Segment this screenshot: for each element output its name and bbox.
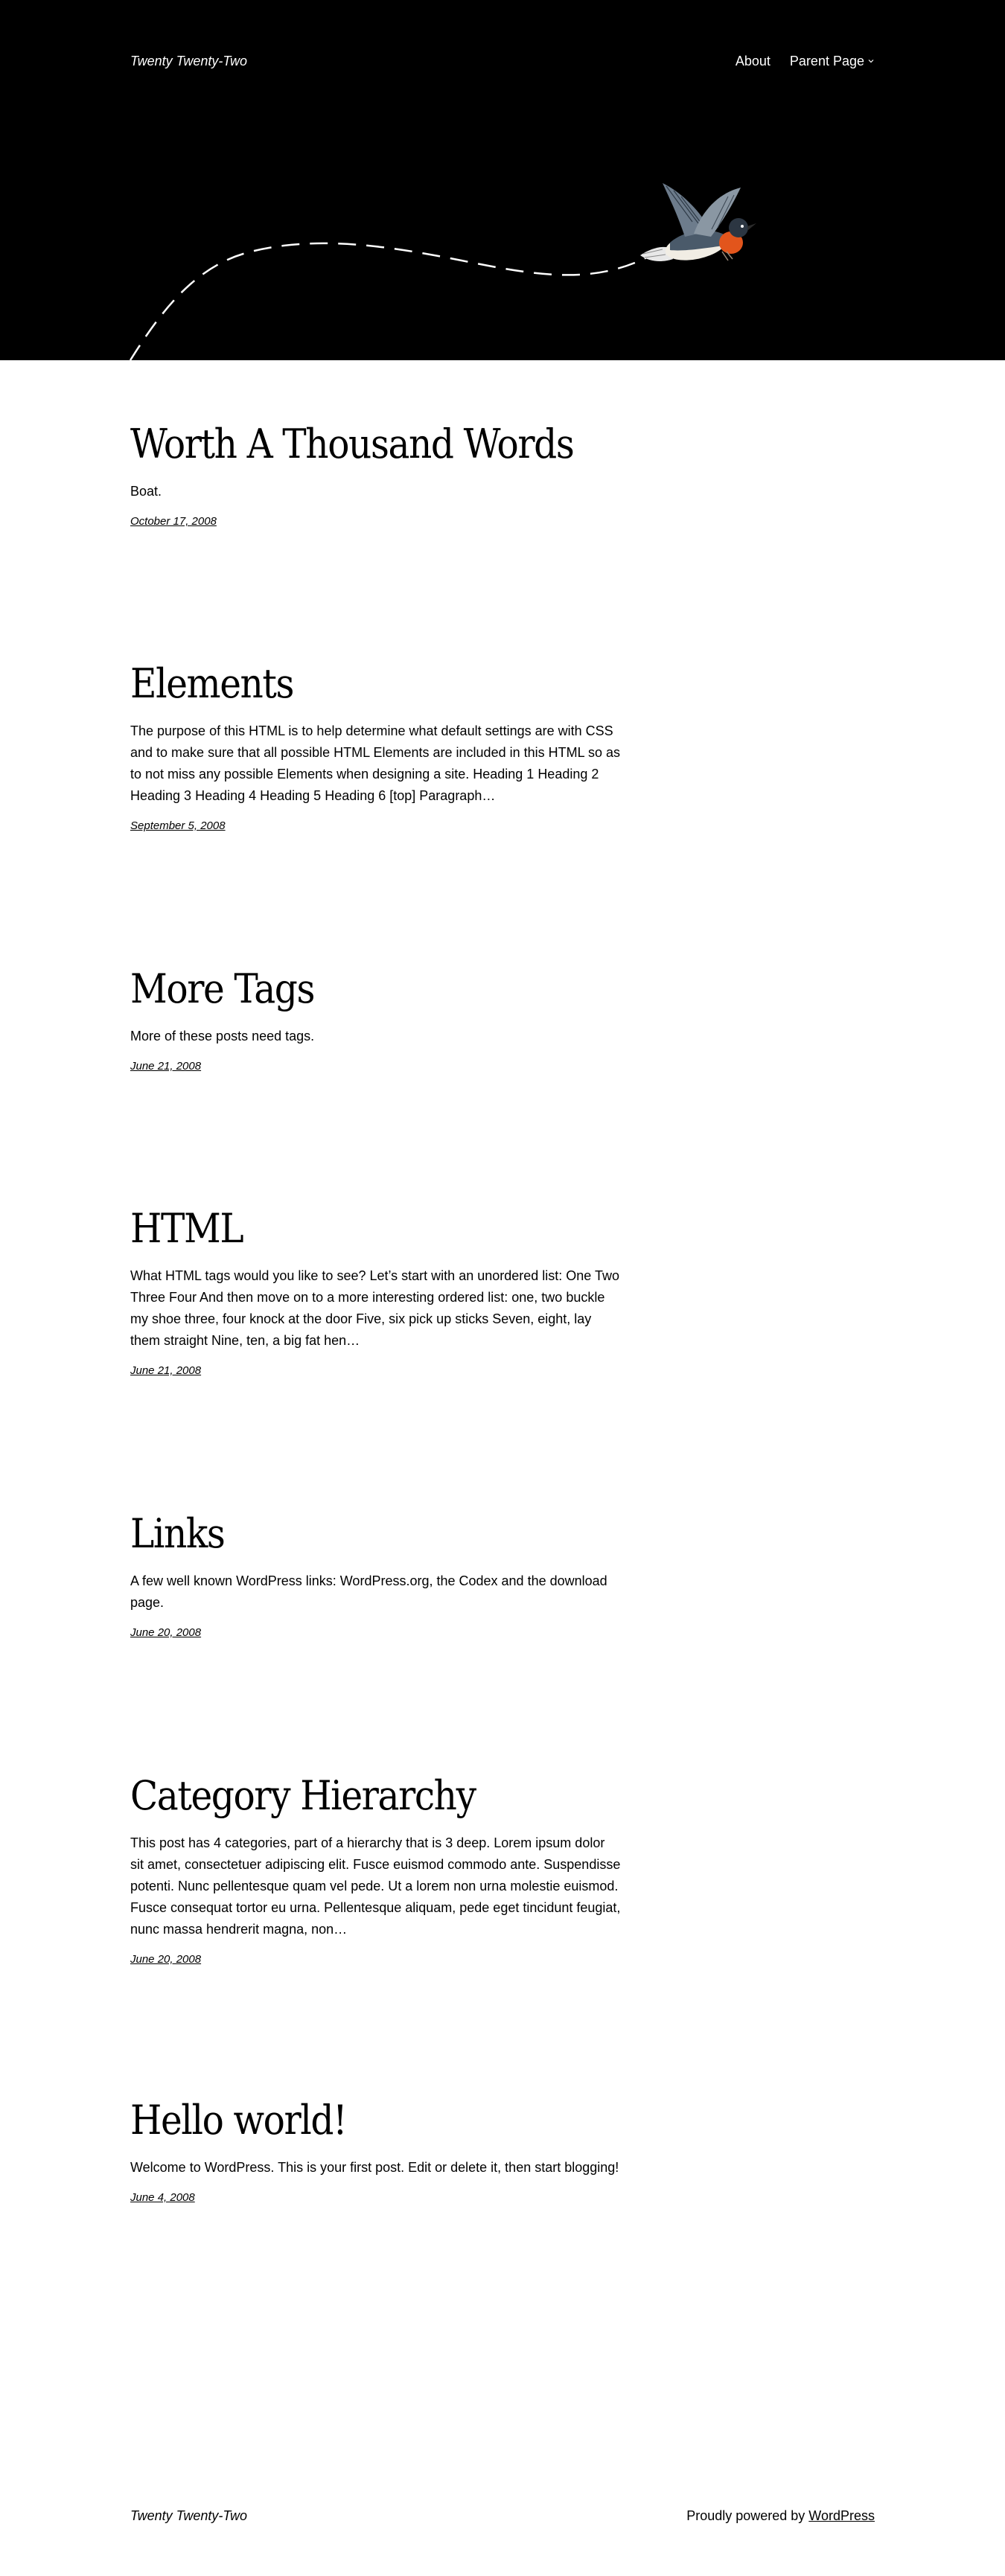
post-title-link[interactable]: HTML [130,1205,243,1252]
post-title [130,965,622,1014]
post-title-link[interactable]: Worth A Thousand Words [130,421,574,467]
post-title [130,1509,622,1559]
post-item [130,2096,622,2205]
post-item [130,1771,622,1967]
footer-credit-text: Proudly powered by [686,2508,809,2523]
post-date-link[interactable]: June 20, 2008 [130,1626,202,1639]
post-title-link[interactable]: Elements [130,660,294,707]
post-title-link[interactable]: More Tags [130,965,314,1012]
nav-item-about[interactable]: About [735,54,770,68]
post-title-link[interactable]: Hello world! [130,2097,347,2144]
post-excerpt: A few well known WordPress links: WordPress.org, the Codex and the download page. [130,1573,607,1610]
post-item [130,420,622,529]
post-excerpt: This post has 4 categories, part of a hierarchy that is 3 deep. Lorem ipsum dolor sit amet, consectetuer adipiscing elit. Fusce euismod commodo ante. Suspendisse potenti. Nunc pellentesque quam vel pede. Ut a lorem non urna molestie euismod. Fusce consequat tortor eu urna. Pellentesque aliquam, pede eget tincidunt feugiat, nunc massa hendrerit magna, non… [130,1835,621,1937]
post-title [130,1204,622,1253]
post-date-link[interactable]: October 17, 2008 [130,515,217,528]
post-excerpt: Boat. [130,484,162,499]
post-excerpt: More of these posts need tags. [130,1029,315,1043]
post-title [130,659,622,709]
post-item [130,1204,622,1378]
post-title-link[interactable]: Links [130,1510,225,1557]
post-date-link[interactable]: September 5, 2008 [130,819,226,832]
post-title [130,1771,622,1821]
site-header [0,0,1005,360]
post-item [130,1509,622,1640]
bird-illustration [640,177,759,274]
post-date-link[interactable]: June 4, 2008 [130,2191,195,2204]
post-item [130,965,622,1074]
site-title-link[interactable]: Twenty Twenty-Two [130,54,248,68]
post-date-link[interactable]: June 20, 2008 [130,1953,202,1966]
post-excerpt: Welcome to WordPress. This is your first post. Edit or delete it, then start blogging! [130,2160,619,2175]
post-excerpt: The purpose of this HTML is to help determine what default settings are with CSS and to make sure that all possible HTML Elements are included in this HTML so as to not miss any possible Elements when designing a site. Heading 1 Heading 2 Heading 3 Heading 4 Heading 5 Heading 6 [top] Paragraph… [130,723,620,803]
post-date-link[interactable]: June 21, 2008 [130,1364,202,1377]
footer-site-title-link[interactable]: Twenty Twenty-Two [130,2508,248,2523]
post-excerpt: What HTML tags would you like to see? Let’s start with an unordered list: One Two Three Four And then move on to a more interesting ordered list: one, two buckle my shoe three, four knock at the door Five, six pick up sticks Seven, eight, lay them straight Nine, ten, a big fat hen… [130,1268,619,1348]
post-title [130,420,622,469]
post-title [130,2096,622,2145]
post-item [130,659,622,834]
post-title-link[interactable]: Category Hierarchy [130,1772,476,1819]
wordpress-link[interactable]: WordPress [808,2508,875,2523]
flight-path-illustration [0,0,1005,360]
footer-credit [686,2507,875,2525]
post-date-link[interactable]: June 21, 2008 [130,1060,202,1073]
nav-item-parent-page-label: Parent Page [789,54,864,68]
